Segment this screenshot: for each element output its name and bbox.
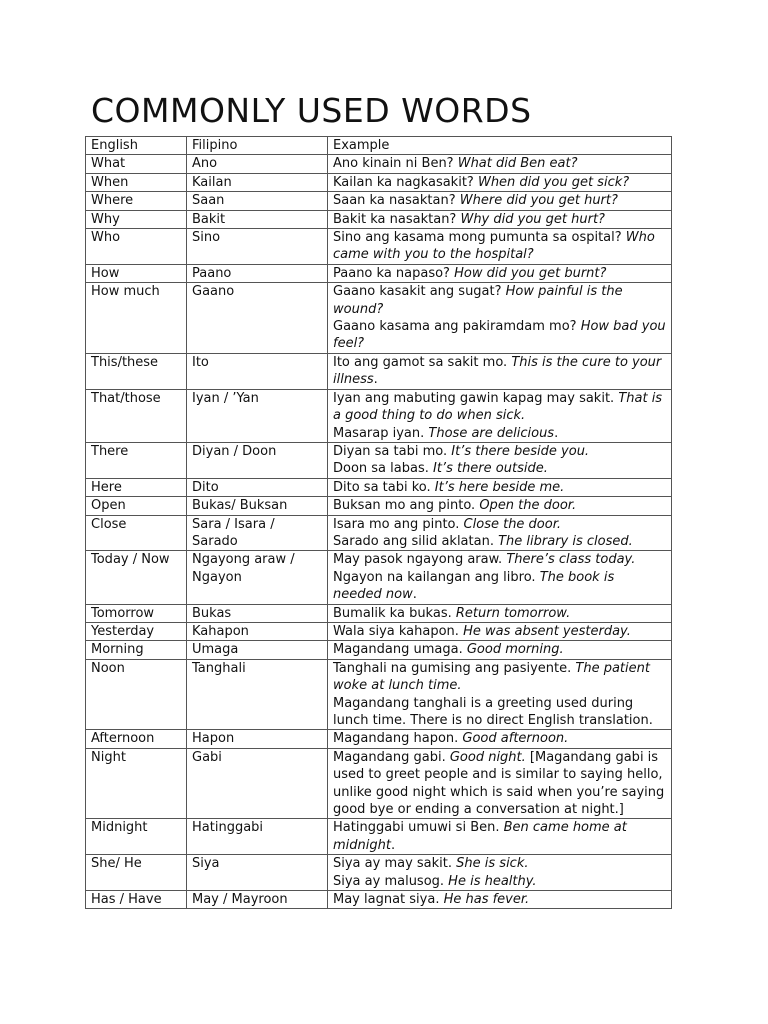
table-row — [86, 622, 672, 640]
example-cell — [328, 192, 672, 210]
table-row — [86, 855, 672, 891]
example-cell — [328, 283, 672, 354]
table-row — [86, 173, 672, 191]
filipino-cell: Bukas/ Buksan — [187, 497, 328, 515]
filipino-cell: Bakit — [187, 210, 328, 228]
filipino-cell: Tanghali — [187, 659, 328, 730]
example-line — [333, 516, 666, 533]
table-row — [86, 641, 672, 659]
english-cell: There — [86, 442, 187, 478]
english-cell: She/ He — [86, 855, 187, 891]
english-cell: When — [86, 173, 187, 191]
english-translation: Return tomorrow. — [455, 605, 571, 621]
example-cell — [328, 819, 672, 855]
example-line — [333, 479, 666, 496]
english-cell: Who — [86, 229, 187, 265]
english-translation: Good night. — [449, 749, 526, 765]
example-line — [333, 819, 666, 854]
table-row — [86, 389, 672, 442]
example-cell — [328, 604, 672, 622]
english-cell: Night — [86, 748, 187, 819]
example-cell — [328, 442, 672, 478]
english-translation: How painful is the wound? — [333, 284, 623, 317]
english-cell: What — [86, 155, 187, 173]
example-cell — [328, 229, 672, 265]
example-line — [333, 155, 666, 172]
filipino-sentence: Doon sa labas. — [333, 461, 433, 477]
filipino-cell: Iyan / ’Yan — [187, 389, 328, 442]
example-line — [333, 873, 666, 890]
english-translation: She is sick. — [456, 856, 529, 872]
english-translation: The patient woke at lunch time. — [333, 660, 650, 694]
table-row — [86, 229, 672, 265]
example-line — [333, 283, 666, 318]
english-cell: That/those — [86, 389, 187, 442]
english-translation: Open the door. — [479, 498, 577, 514]
table-row — [86, 283, 672, 354]
filipino-cell: Kailan — [187, 173, 328, 191]
example-suffix: [Magandang gabi is used to greet people and is similar to saying hello, unlike good night which is said when you’re saying good bye or ending a conversation at night.] — [333, 749, 665, 818]
filipino-cell: Dito — [187, 478, 328, 496]
filipino-sentence: Masarap iyan. — [333, 425, 429, 441]
example-line — [333, 855, 666, 872]
english-translation: There’s class today. — [506, 552, 636, 568]
filipino-sentence: Tanghali na gumising ang pasiyente. — [333, 660, 576, 676]
example-line — [333, 891, 666, 908]
table-row — [86, 497, 672, 515]
filipino-cell: Siya — [187, 855, 328, 891]
english-translation: This is the cure to your illness — [333, 354, 662, 388]
table-row — [86, 730, 672, 748]
example-line — [333, 730, 666, 747]
english-cell: Tomorrow — [86, 604, 187, 622]
filipino-sentence: Ano kinain ni Ben? — [333, 156, 458, 172]
example-line — [333, 390, 666, 425]
filipino-sentence: May pasok ngayong araw. — [333, 552, 507, 568]
filipino-sentence: Sino ang kasama mong pumunta sa ospital? — [333, 230, 626, 246]
example-cell — [328, 659, 672, 730]
filipino-sentence: Gaano kasakit ang sugat? — [333, 284, 506, 300]
table-header — [86, 137, 672, 155]
example-line — [333, 318, 666, 353]
example-cell — [328, 155, 672, 173]
english-translation: What did Ben eat? — [457, 156, 578, 172]
example-line — [333, 174, 666, 191]
example-cell — [328, 748, 672, 819]
table-row — [86, 155, 672, 173]
filipino-cell: Ano — [187, 155, 328, 173]
english-translation: He has fever. — [443, 892, 530, 908]
example-cell — [328, 730, 672, 748]
english-translation: Good morning. — [466, 642, 564, 658]
english-cell: Midnight — [86, 819, 187, 855]
example-line — [333, 641, 666, 658]
filipino-sentence: Isara mo ang pinto. — [333, 516, 464, 532]
filipino-cell: Hapon — [187, 730, 328, 748]
filipino-sentence: Iyan ang mabuting gawin kapag may sakit. — [333, 390, 619, 406]
example-line — [333, 265, 666, 282]
example-suffix: . — [373, 372, 378, 388]
filipino-sentence: Ngayon na kailangan ang libro. — [333, 569, 540, 585]
filipino-cell: Gaano — [187, 283, 328, 354]
filipino-sentence: Magandang umaga. — [333, 642, 467, 658]
english-translation: That is a good thing to do when sick. — [333, 390, 663, 424]
table-row — [86, 551, 672, 604]
example-line — [333, 229, 666, 264]
english-translation: He was absent yesterday. — [463, 623, 631, 639]
filipino-sentence: Buksan mo ang pinto. — [333, 498, 480, 514]
table-row — [86, 442, 672, 478]
filipino-sentence: Hatinggabi umuwi si Ben. — [333, 820, 504, 836]
example-cell — [328, 478, 672, 496]
example-line — [333, 551, 666, 568]
filipino-cell: May / Mayroon — [187, 891, 328, 909]
english-cell: Yesterday — [86, 622, 187, 640]
english-cell: Why — [86, 210, 187, 228]
english-cell: Today / Now — [86, 551, 187, 604]
header-filipino: Filipino — [187, 137, 328, 155]
english-translation: How did you get burnt? — [454, 265, 607, 281]
filipino-cell: Ngayong araw / Ngayon — [187, 551, 328, 604]
filipino-cell: Umaga — [187, 641, 328, 659]
english-translation: The library is closed. — [498, 533, 633, 549]
example-cell — [328, 855, 672, 891]
english-translation: Who came with you to the hospital? — [333, 230, 655, 263]
english-translation: When did you get sick? — [477, 174, 630, 190]
table-row — [86, 819, 672, 855]
filipino-sentence: Bumalik ka bukas. — [333, 605, 456, 621]
header-english: English — [86, 137, 187, 155]
english-translation: It’s there beside you. — [451, 443, 590, 459]
example-cell — [328, 173, 672, 191]
table-row — [86, 478, 672, 496]
filipino-sentence: Siya ay malusog. — [333, 873, 449, 889]
filipino-sentence: Diyan sa tabi mo. — [333, 443, 452, 459]
english-translation: Why did you get hurt? — [460, 211, 605, 227]
example-cell — [328, 353, 672, 389]
filipino-sentence: Magandang tanghali is a greeting used during lunch time. There is no direct English translation. — [333, 695, 653, 728]
filipino-cell: Gabi — [187, 748, 328, 819]
english-cell: How — [86, 264, 187, 282]
table-body — [86, 155, 672, 909]
filipino-cell: Diyan / Doon — [187, 442, 328, 478]
example-cell — [328, 641, 672, 659]
table-row — [86, 353, 672, 389]
filipino-sentence: Sarado ang silid aklatan. — [333, 533, 499, 549]
example-line — [333, 460, 666, 477]
example-line — [333, 605, 666, 622]
table-row — [86, 891, 672, 909]
example-line — [333, 443, 666, 460]
filipino-sentence: Paano ka napaso? — [333, 265, 455, 281]
example-cell — [328, 551, 672, 604]
english-cell: Noon — [86, 659, 187, 730]
english-translation: It’s here beside me. — [434, 479, 565, 495]
table-row — [86, 210, 672, 228]
english-cell: This/these — [86, 353, 187, 389]
example-cell — [328, 389, 672, 442]
filipino-sentence: Dito sa tabi ko. — [333, 479, 435, 495]
example-line — [333, 497, 666, 514]
header-row — [86, 137, 672, 155]
example-suffix: . — [412, 587, 417, 603]
english-cell: Afternoon — [86, 730, 187, 748]
page-title: COMMONLY USED WORDS — [91, 91, 532, 130]
example-suffix: . — [390, 837, 396, 853]
example-cell — [328, 622, 672, 640]
english-cell: Morning — [86, 641, 187, 659]
table-row — [86, 748, 672, 819]
filipino-sentence: Siya ay may sakit. — [333, 856, 457, 872]
english-translation: Close the door. — [463, 516, 562, 532]
table-row — [86, 192, 672, 210]
filipino-cell: Hatinggabi — [187, 819, 328, 855]
english-cell: Where — [86, 192, 187, 210]
english-cell: How much — [86, 283, 187, 354]
example-line — [333, 211, 666, 228]
example-cell — [328, 210, 672, 228]
header-example: Example — [328, 137, 672, 155]
english-translation: How bad you feel? — [333, 319, 666, 352]
filipino-sentence: Magandang gabi. — [333, 749, 450, 765]
filipino-cell: Ito — [187, 353, 328, 389]
filipino-cell: Sara / Isara / Sarado — [187, 515, 328, 551]
filipino-cell: Bukas — [187, 604, 328, 622]
example-suffix: . — [554, 425, 559, 441]
table-row — [86, 604, 672, 622]
table-row — [86, 264, 672, 282]
filipino-sentence: Ito ang gamot sa sakit mo. — [333, 354, 512, 370]
example-line — [333, 623, 666, 640]
example-cell — [328, 497, 672, 515]
filipino-sentence: Gaano kasama ang pakiramdam mo? — [333, 319, 581, 335]
filipino-sentence: May lagnat siya. — [333, 892, 444, 908]
filipino-cell: Sino — [187, 229, 328, 265]
words-table — [85, 136, 672, 909]
english-cell: Has / Have — [86, 891, 187, 909]
english-translation: It’s there outside. — [433, 461, 548, 477]
filipino-sentence: Magandang hapon. — [333, 731, 463, 747]
example-line — [333, 425, 666, 442]
example-cell — [328, 891, 672, 909]
english-translation: Where did you get hurt? — [459, 193, 618, 209]
example-line — [333, 660, 666, 695]
english-translation: The book is needed now — [333, 569, 615, 603]
filipino-sentence: Wala siya kahapon. — [333, 623, 464, 639]
filipino-cell: Paano — [187, 264, 328, 282]
filipino-sentence: Saan ka nasaktan? — [333, 193, 460, 209]
example-line — [333, 354, 666, 389]
example-line — [333, 695, 666, 730]
table-row — [86, 515, 672, 551]
english-translation: He is healthy. — [448, 873, 537, 889]
english-translation: Good afternoon. — [462, 731, 569, 747]
english-translation: Those are delicious — [428, 425, 555, 441]
filipino-sentence: Kailan ka nagkasakit? — [333, 174, 478, 190]
english-cell: Here — [86, 478, 187, 496]
filipino-sentence: Bakit ka nasaktan? — [333, 211, 461, 227]
english-translation: Ben came home at midnight — [333, 820, 627, 853]
example-line — [333, 749, 666, 819]
example-line — [333, 533, 666, 550]
example-cell — [328, 515, 672, 551]
english-cell: Open — [86, 497, 187, 515]
filipino-cell: Saan — [187, 192, 328, 210]
table-row — [86, 659, 672, 730]
example-cell — [328, 264, 672, 282]
english-cell: Close — [86, 515, 187, 551]
filipino-cell: Kahapon — [187, 622, 328, 640]
example-line — [333, 569, 666, 604]
example-line — [333, 192, 666, 209]
